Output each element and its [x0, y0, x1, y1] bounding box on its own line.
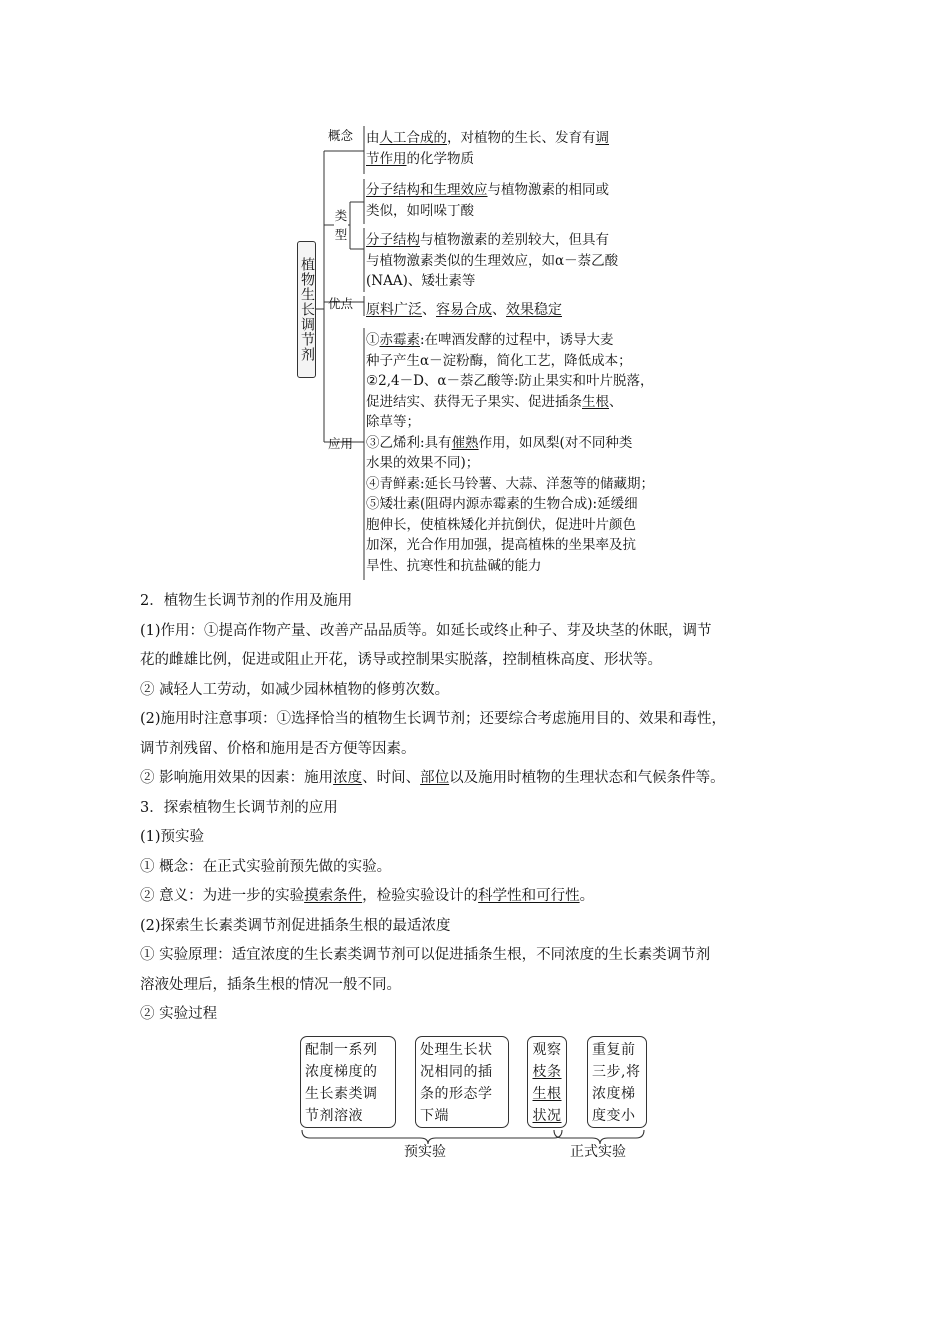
text-segment: ，检验实验设计的 — [362, 888, 479, 904]
label-formal-experiment: 正式实验 — [570, 1144, 626, 1160]
text-line — [366, 494, 666, 515]
text-segment: 、 — [492, 302, 506, 318]
text-segment: ② 影响施用效果的因素：施用 — [140, 770, 334, 786]
branch-type-char-2: 型 — [334, 227, 348, 242]
text-line — [366, 433, 666, 454]
text-segment: 除草等； — [366, 414, 420, 430]
text-segment: 作用，如凤梨(对不同种类 — [478, 434, 633, 451]
underlined-term: 状况 — [532, 1108, 562, 1124]
underlined-term: 容易合成 — [436, 302, 492, 318]
text-segment: 旱性、抗寒性和抗盐碱的能力 — [366, 557, 542, 574]
text-segment: :在啤酒发酵的过程中，诱导大麦 — [420, 332, 614, 348]
underlined-term: 赤霉素 — [379, 332, 420, 348]
underlined-term: 枝条 — [532, 1064, 562, 1080]
text-line — [366, 230, 666, 251]
type2-text — [366, 230, 666, 292]
text-line — [366, 371, 666, 392]
underlined-term: 部位 — [420, 770, 450, 786]
underlined-term: 浓度 — [333, 770, 363, 786]
text-segment: 、 — [422, 302, 436, 318]
text-line — [140, 587, 820, 617]
text-line — [366, 412, 666, 433]
underlined-term: 生根 — [532, 1086, 562, 1102]
text-segment: (NAA)、矮壮素等 — [366, 273, 476, 289]
text-line — [140, 912, 820, 942]
text-segment: 节剂溶液 — [305, 1108, 363, 1124]
text-segment: 三步,将 — [592, 1064, 641, 1080]
text-segment: 2．植物生长调节剂的作用及施用 — [140, 593, 353, 609]
text-segment: 重复前 — [592, 1042, 636, 1058]
text-segment: ，对植物的生长、发育有 — [447, 130, 596, 146]
text-line — [366, 300, 666, 321]
underlined-term: 调 — [595, 130, 609, 146]
text-segment: 促进结实、获得无子果实、促进插条 — [366, 393, 582, 410]
text-line — [366, 149, 666, 170]
underlined-term: 原料广泛 — [366, 302, 422, 318]
application-text — [366, 330, 666, 576]
text-segment: ① 概念：在正式实验前预先做的实验。 — [140, 858, 392, 875]
text-segment: 。 — [579, 888, 595, 904]
branch-advantage-label: 优点 — [328, 296, 354, 311]
text-segment: 度变小 — [592, 1108, 636, 1124]
text-line — [140, 971, 820, 1001]
text-line — [366, 201, 666, 222]
text-segment: 类似，如吲哚丁酸 — [366, 202, 474, 219]
text-line — [140, 794, 820, 824]
tree-root: 植物生长调节剂 — [297, 241, 316, 378]
text-segment: 与植物激素的差别较大，但具有 — [420, 232, 609, 248]
underlined-term: 节作用 — [366, 150, 407, 167]
text-line — [140, 617, 820, 647]
branch-type-char-1: 类 — [334, 208, 348, 223]
text-segment: 生长素类调 — [305, 1086, 378, 1102]
text-segment: 3．探索植物生长调节剂的应用 — [140, 799, 338, 816]
text-segment: ④青鲜素:延长马铃薯、大蒜、洋葱等的储藏期； — [366, 475, 655, 492]
text-segment: ① 实验原理：适宜浓度的生长素类调节剂可以促进插条生根，不同浓度的生长素类调节剂 — [140, 947, 711, 963]
text-line — [366, 330, 666, 351]
text-segment: 的化学物质 — [406, 150, 474, 167]
type1-text — [366, 180, 666, 221]
text-line — [366, 535, 666, 556]
text-line — [366, 392, 666, 413]
text-line — [366, 556, 666, 577]
text-segment: 处理生长状 — [420, 1042, 493, 1058]
text-segment: 与植物激素的相同或 — [487, 182, 609, 198]
text-line — [140, 764, 820, 794]
text-segment: 况相同的插 — [420, 1064, 493, 1080]
advantage-text — [366, 300, 666, 321]
text-line — [140, 1000, 820, 1030]
text-line — [140, 941, 820, 971]
text-segment: 调节剂残留、价格和施用是否方便等因素。 — [140, 740, 416, 757]
text-segment: ②2,4－D、α－萘乙酸等:防止果实和叶片脱落， — [366, 373, 654, 389]
text-segment: 种子产生α－淀粉酶，简化工艺，降低成本； — [366, 352, 632, 369]
underlined-term: 效果稳定 — [506, 302, 562, 318]
text-line — [140, 676, 820, 706]
concept-tree — [294, 124, 674, 584]
text-segment: ② 减轻人工劳动，如减少园林植物的修剪次数。 — [140, 681, 450, 698]
text-line — [366, 128, 666, 149]
text-segment: 水果的效果不同)； — [366, 455, 480, 471]
text-segment: 、时间、 — [362, 770, 421, 786]
underlined-term: 摸索条件 — [304, 888, 363, 904]
underlined-term: 催熟 — [451, 434, 479, 451]
text-segment: 、 — [609, 393, 623, 410]
text-segment: 溶液处理后，插条生根的情况一般不同。 — [140, 976, 401, 993]
text-line — [366, 474, 666, 495]
body-text — [140, 587, 820, 1030]
text-segment: ② 意义：为进一步的实验 — [140, 888, 305, 904]
text-line — [366, 515, 666, 536]
text-segment: 条的形态学 — [420, 1086, 493, 1102]
text-line — [366, 271, 666, 292]
text-segment: ① — [366, 332, 380, 348]
text-line — [366, 251, 666, 272]
text-segment: 以及施用时植物的生理状态和气候条件等。 — [449, 770, 725, 786]
text-segment: ③乙烯利:具有 — [366, 434, 452, 451]
text-segment: 胞伸长，使植株矮化并抗倒伏，促进叶片颜色 — [366, 516, 636, 533]
underlined-term: 科学性和可行性 — [478, 888, 580, 904]
underlined-term: 分子结构 — [366, 232, 420, 248]
underlined-term: 分子结构和生理效应 — [366, 182, 488, 198]
text-line — [140, 823, 820, 853]
text-line — [140, 882, 820, 912]
text-segment: 配制一系列 — [305, 1042, 378, 1058]
label-pre-experiment: 预实验 — [404, 1144, 446, 1160]
text-line — [366, 453, 666, 474]
concept-text — [366, 128, 666, 169]
experiment-flow-diagram — [296, 1032, 656, 1172]
text-segment: (1)作用：①提高作物产量、改善产品品质等。如延长或终止种子、芽及块茎的休眠，调节 — [140, 622, 712, 639]
text-segment: ② 实验过程 — [140, 1006, 218, 1022]
text-line — [366, 180, 666, 201]
branch-application-label: 应用 — [328, 436, 354, 451]
text-segment: 加深，光合作用加强，提高植株的坐果率及抗 — [366, 537, 636, 553]
text-segment: ⑤矮壮素(阻碍内源赤霉素的生物合成):延缓细 — [366, 496, 638, 512]
text-line — [140, 735, 820, 765]
text-segment: (1)预实验 — [140, 829, 205, 845]
text-segment: 花的雌雄比例，促进或阻止开花，诱导或控制果实脱落，控制植株高度、形状等。 — [140, 652, 662, 668]
text-line — [140, 705, 820, 735]
branch-type-label — [334, 206, 348, 244]
text-line — [140, 646, 820, 676]
underlined-term: 生根 — [582, 393, 609, 410]
text-segment: 由 — [366, 130, 380, 146]
text-segment: 与植物激素类似的生理效应，如α－萘乙酸 — [366, 252, 619, 269]
text-segment: (2)探索生长素类调节剂促进插条生根的最适浓度 — [140, 917, 451, 934]
text-segment: 观察 — [532, 1042, 562, 1058]
underlined-term: 人工合成的 — [379, 130, 447, 146]
text-segment: 浓度梯 — [592, 1086, 636, 1102]
text-line — [366, 351, 666, 372]
text-segment: 下端 — [420, 1108, 449, 1124]
text-segment: 浓度梯度的 — [305, 1064, 378, 1080]
branch-concept-label: 概念 — [328, 128, 354, 143]
text-segment: (2)施用时注意事项：①选择恰当的植物生长调节剂；还要综合考虑施用目的、效果和毒性， — [140, 711, 727, 727]
text-line — [140, 853, 820, 883]
